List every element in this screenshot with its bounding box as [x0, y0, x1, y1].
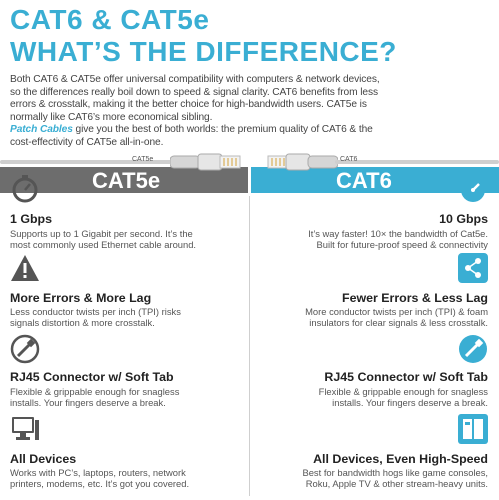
cat6-cable-tag: CAT6	[340, 156, 358, 163]
cat6-errors-desc	[253, 306, 488, 328]
desc-line: More conductor twists per inch (TPI) & foam	[305, 306, 488, 317]
desc-line: installs. Your fingers deserve a break.	[10, 397, 166, 408]
cat6-errors-title: Fewer Errors & Less Lag	[342, 291, 488, 305]
desc-line: printers, modems, etc. It’s got you covered.	[10, 478, 190, 489]
desc-line: Supports up to 1 Gigabit per second. It’s the	[10, 228, 193, 239]
intro-line: so the differences really boil down to speed & signal clarity. CAT6 benefits from less	[10, 86, 378, 98]
speedometer-icon	[10, 174, 40, 204]
cat5e-errors-desc	[10, 306, 245, 328]
intro-paragraph	[10, 74, 490, 150]
desc-line: Built for future-proof speed & connectivity	[316, 239, 488, 250]
cat5e-cable-plug-icon	[170, 146, 250, 178]
desc-line: It’s way faster! 10× the bandwidth of Cat5e.	[308, 228, 488, 239]
cat6-speed-title: 10 Gbps	[439, 212, 488, 226]
heading-line-2: WHAT’S THE DIFFERENCE?	[10, 36, 397, 67]
computer-icon	[10, 414, 40, 444]
desc-line: Flexible & grippable enough for snagless	[318, 386, 488, 397]
cat5e-label: CAT5e	[92, 168, 161, 193]
cat5e-devices-title: All Devices	[10, 452, 77, 466]
cat6-cable-wire	[335, 160, 499, 164]
connector-icon	[10, 334, 40, 364]
desc-line: Less conductor twists per inch (TPI) risks	[10, 306, 181, 317]
intro-line-rest: give you the best of both worlds: the premium quality of CAT6 & the	[72, 124, 373, 136]
intro-line: errors & crosstalk, making it the better choice for high-bandwidth users. CAT5e is	[10, 99, 367, 111]
cat5e-errors-title: More Errors & More Lag	[10, 291, 152, 305]
cat6-cable-plug-icon	[258, 146, 338, 178]
cat6-devices-title: All Devices, Even High-Speed	[313, 452, 488, 466]
cat6-label: CAT6	[336, 168, 392, 193]
cat5e-connector-desc	[10, 386, 245, 408]
cat6-devices-desc	[253, 467, 488, 489]
intro-line	[10, 124, 490, 137]
cat5e-speed-desc	[10, 228, 245, 250]
cat5e-devices-desc	[10, 467, 245, 489]
intro-line: normally like CAT6’s more economical sibling.	[10, 111, 213, 123]
cat5e-speed-title: 1 Gbps	[10, 212, 52, 226]
desc-line: most commonly used Ethernet cable around.	[10, 239, 197, 250]
cat5e-connector-title: RJ45 Connector w/ Soft Tab	[10, 370, 174, 384]
desc-line: insulators for clear signals & less crosstalk.	[309, 317, 488, 328]
desc-line: Works with PC’s, laptops, routers, network	[10, 467, 186, 478]
intro-line: Both CAT6 & CAT5e offer universal compatibility with computers & network devices,	[10, 74, 380, 85]
desc-line: installs. Your fingers deserve a break.	[332, 397, 488, 408]
cat6-connector-title: RJ45 Connector w/ Soft Tab	[324, 370, 488, 384]
cat5e-cable-tag: CAT5e	[132, 156, 154, 163]
desc-line: Flexible & grippable enough for snagless	[10, 386, 180, 397]
desc-line: signals distortion & more crosstalk.	[10, 317, 155, 328]
speedometer-icon	[458, 174, 488, 204]
connector-icon	[458, 334, 488, 364]
share-icon	[458, 253, 488, 283]
console-icon	[458, 414, 488, 444]
intro-line: cost-effectivity of CAT5e all-in-one.	[10, 136, 164, 148]
cat6-connector-desc	[253, 386, 488, 408]
desc-line: Best for bandwidth hogs like game consoles,	[302, 467, 488, 478]
patch-cables-lead: Patch Cables	[10, 124, 73, 136]
warning-icon	[10, 253, 40, 283]
desc-line: Roku, Apple TV & other stream-heavy units.	[305, 478, 488, 489]
cat6-speed-desc	[253, 228, 488, 250]
column-divider	[249, 196, 250, 496]
heading-line-1: CAT6 & CAT5e	[10, 4, 210, 35]
